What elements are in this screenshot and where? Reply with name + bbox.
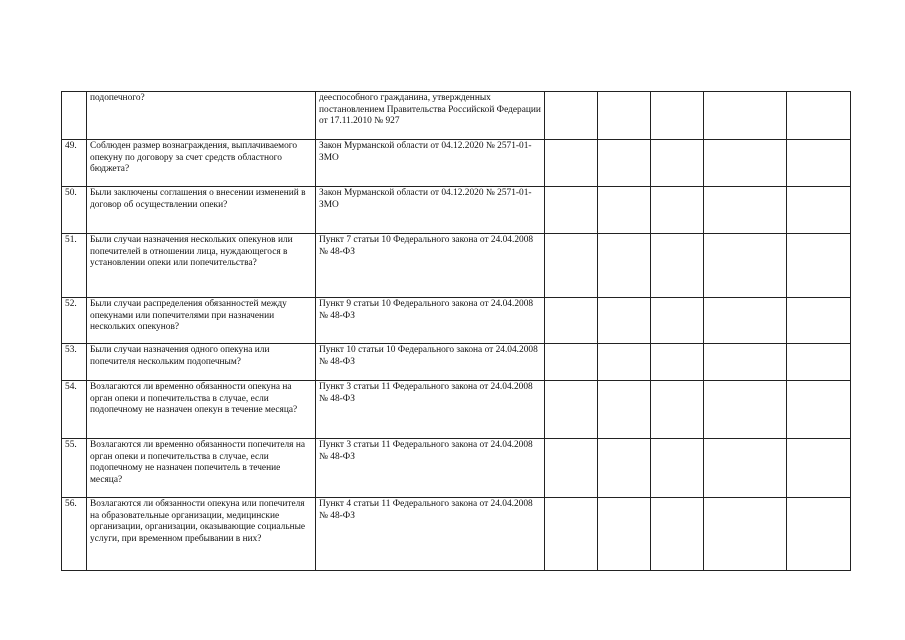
answer-yes-cell <box>545 498 598 571</box>
answer-note-cell <box>787 498 851 571</box>
answer-comment-cell <box>704 140 787 187</box>
legal-basis-cell: дееспособного гражданина, утвержденных постановлением Правительства Российской Федерации от 17.11.2010 № 927 <box>316 92 545 140</box>
answer-note-cell <box>787 234 851 298</box>
question-cell: подопечного? <box>87 92 316 140</box>
answer-yes-cell <box>545 298 598 344</box>
legal-basis-cell: Пункт 3 статьи 11 Федерального закона от 24.04.2008 № 48-ФЗ <box>316 381 545 439</box>
answer-note-cell <box>787 344 851 381</box>
answer-note-cell <box>787 92 851 140</box>
row-number: 55. <box>62 439 87 498</box>
legal-basis-cell: Пункт 3 статьи 11 Федерального закона от 24.04.2008 № 48-ФЗ <box>316 439 545 498</box>
legal-basis-cell: Пункт 10 статьи 10 Федерального закона от 24.04.2008 № 48-ФЗ <box>316 344 545 381</box>
legal-basis-cell: Пункт 9 статьи 10 Федерального закона от 24.04.2008 № 48-ФЗ <box>316 298 545 344</box>
answer-no-cell <box>598 187 651 234</box>
legal-basis-cell: Пункт 4 статьи 11 Федерального закона от 24.04.2008 № 48-ФЗ <box>316 498 545 571</box>
answer-yes-cell <box>545 140 598 187</box>
table-row <box>62 498 851 571</box>
question-cell: Возлагаются ли временно обязанности опекуна на орган опеки и попечительства в случае, если подопечному не назначен опекун в течение месяца? <box>87 381 316 439</box>
answer-yes-cell <box>545 344 598 381</box>
answer-na-cell <box>651 92 704 140</box>
answer-comment-cell <box>704 498 787 571</box>
answer-yes-cell <box>545 92 598 140</box>
question-cell: Были случаи распределения обязанностей между опекунами или попечителями при назначении нескольких опекунов? <box>87 298 316 344</box>
legal-basis-cell: Закон Мурманской области от 04.12.2020 № 2571-01-ЗМО <box>316 140 545 187</box>
row-number: 50. <box>62 187 87 234</box>
answer-na-cell <box>651 381 704 439</box>
row-number: 54. <box>62 381 87 439</box>
row-number: 56. <box>62 498 87 571</box>
answer-note-cell <box>787 381 851 439</box>
question-cell: Были случаи назначения одного опекуна или попечителя нескольким подопечным? <box>87 344 316 381</box>
row-number: 52. <box>62 298 87 344</box>
table-row <box>62 140 851 187</box>
checklist-table <box>61 91 851 571</box>
row-number <box>62 92 87 140</box>
answer-na-cell <box>651 187 704 234</box>
answer-comment-cell <box>704 381 787 439</box>
question-cell: Были случаи назначения нескольких опекунов или попечителей в отношении лица, нуждающегося в установлении опеки или попечительства? <box>87 234 316 298</box>
answer-no-cell <box>598 298 651 344</box>
answer-comment-cell <box>704 344 787 381</box>
table-row <box>62 439 851 498</box>
answer-note-cell <box>787 140 851 187</box>
answer-yes-cell <box>545 439 598 498</box>
table-row <box>62 344 851 381</box>
answer-no-cell <box>598 92 651 140</box>
answer-na-cell <box>651 234 704 298</box>
answer-note-cell <box>787 187 851 234</box>
answer-no-cell <box>598 140 651 187</box>
answer-no-cell <box>598 234 651 298</box>
legal-basis-cell: Пункт 7 статьи 10 Федерального закона от 24.04.2008 № 48-ФЗ <box>316 234 545 298</box>
answer-comment-cell <box>704 187 787 234</box>
answer-yes-cell <box>545 187 598 234</box>
answer-na-cell <box>651 344 704 381</box>
answer-comment-cell <box>704 298 787 344</box>
answer-no-cell <box>598 344 651 381</box>
answer-na-cell <box>651 298 704 344</box>
table-row <box>62 234 851 298</box>
answer-note-cell <box>787 439 851 498</box>
answer-yes-cell <box>545 381 598 439</box>
table-row <box>62 298 851 344</box>
question-cell: Возлагаются ли временно обязанности попечителя на орган опеки и попечительства в случае, если подопечному не назначен попечитель в течение месяца? <box>87 439 316 498</box>
table-row <box>62 381 851 439</box>
question-cell: Соблюден размер вознаграждения, выплачиваемого опекуну по договору за счет средств областного бюджета? <box>87 140 316 187</box>
answer-na-cell <box>651 498 704 571</box>
row-number: 53. <box>62 344 87 381</box>
answer-comment-cell <box>704 234 787 298</box>
question-cell: Были заключены соглашения о внесении изменений в договор об осуществлении опеки? <box>87 187 316 234</box>
answer-na-cell <box>651 439 704 498</box>
question-cell: Возлагаются ли обязанности опекуна или попечителя на образовательные организации, медицинские организации, организации, оказывающие социальные услуги, при временном пребывании в них? <box>87 498 316 571</box>
table-row <box>62 92 851 140</box>
answer-no-cell <box>598 439 651 498</box>
row-number: 51. <box>62 234 87 298</box>
answer-no-cell <box>598 498 651 571</box>
answer-comment-cell <box>704 439 787 498</box>
answer-na-cell <box>651 140 704 187</box>
answer-no-cell <box>598 381 651 439</box>
answer-note-cell <box>787 298 851 344</box>
row-number: 49. <box>62 140 87 187</box>
answer-comment-cell <box>704 92 787 140</box>
legal-basis-cell: Закон Мурманской области от 04.12.2020 № 2571-01-ЗМО <box>316 187 545 234</box>
table-row <box>62 187 851 234</box>
answer-yes-cell <box>545 234 598 298</box>
